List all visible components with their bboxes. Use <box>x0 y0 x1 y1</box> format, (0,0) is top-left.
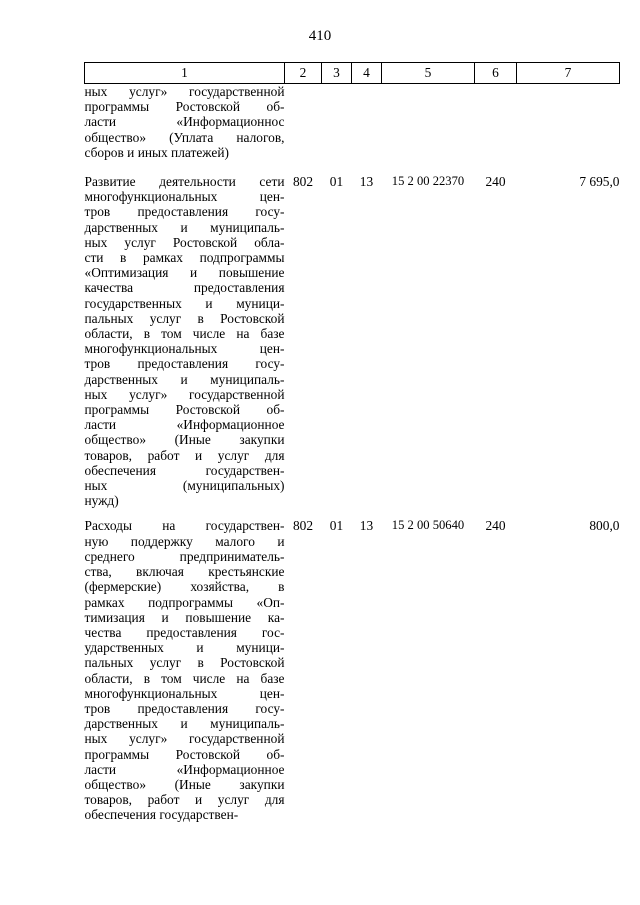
description-line: общество» (Уплата налогов, <box>84 129 285 145</box>
table-header-row <box>85 63 620 84</box>
cell-expense-type <box>475 84 517 165</box>
budget-table <box>84 62 620 823</box>
column-header-2: 2 <box>285 63 322 84</box>
description-line: ную поддержку малого и <box>84 533 285 549</box>
description-line: области, в том числе на базе <box>84 326 285 342</box>
column-header-6: 6 <box>475 63 517 84</box>
description-line: обеспечения государствен- <box>84 807 239 823</box>
description-line: дарственных и муниципаль- <box>84 219 285 235</box>
cell-amount: 7 695,0 <box>579 174 620 190</box>
cell-target-article: 15 2 00 50640 <box>391 518 465 533</box>
column-header-5: 5 <box>382 63 475 84</box>
description-line: многофункциональных цен- <box>84 341 285 357</box>
cell-section-code: 01 <box>329 174 344 190</box>
description-line: ударственных и муници- <box>84 640 285 656</box>
description-line: многофункциональных цен- <box>84 189 285 205</box>
description-line: пальных услуг в Ростовской <box>84 310 285 326</box>
description-line: программы Ростовской об- <box>84 99 285 115</box>
cell-target-article <box>382 84 475 165</box>
description-line: общество» (Иные закупки <box>84 776 285 792</box>
description-line: пальных услуг в Ростовской <box>84 655 285 671</box>
description-line: дарственных и муниципаль- <box>84 371 285 387</box>
column-header-4: 4 <box>352 63 382 84</box>
cell-target-article: 15 2 00 22370 <box>391 174 465 189</box>
description-line: среднего предприниматель- <box>84 548 285 564</box>
table-row <box>85 84 620 165</box>
column-header-3: 3 <box>322 63 352 84</box>
description-line: общество» (Иные закупки <box>84 432 285 448</box>
description-line: тров предоставления госу- <box>84 700 285 716</box>
description-line: обеспечения государствен- <box>84 462 285 478</box>
description-line: тров предоставления госу- <box>84 356 285 372</box>
row-description <box>85 508 285 822</box>
cell-ministry-code: 802 <box>292 174 314 190</box>
description-line: Расходы на государствен- <box>84 518 285 534</box>
description-line: (фермерские) хозяйства, в <box>84 579 285 595</box>
description-line: товаров, работ и услуг для <box>84 792 285 808</box>
description-line: государственных и муници- <box>84 295 285 311</box>
description-line: качества предоставления <box>84 280 285 296</box>
cell-subsection-code <box>352 84 382 165</box>
description-line: ласти «Информационнос <box>84 114 285 130</box>
row-description <box>85 164 285 508</box>
description-line: сборов и иных платежей) <box>84 144 229 160</box>
description-line: программы Ростовской об- <box>84 402 285 418</box>
description-line: сти в рамках подпрограммы <box>84 250 285 266</box>
cell-section-code <box>322 84 352 165</box>
description-line: ных услуг» государственной <box>84 731 285 747</box>
cell-ministry-code <box>285 84 322 165</box>
description-line: товаров, работ и услуг для <box>84 447 285 463</box>
description-line: тимизация и повышение ка- <box>84 609 285 625</box>
cell-expense-type: 240 <box>485 518 506 534</box>
cell-subsection-code: 13 <box>359 518 374 534</box>
cell-amount: 800,0 <box>589 518 620 534</box>
description-line: ных (муниципальных) <box>84 478 285 494</box>
column-header-7: 7 <box>517 63 620 84</box>
table-row <box>85 164 620 508</box>
description-line: ласти «Информационное <box>84 761 285 777</box>
cell-ministry-code: 802 <box>292 518 314 534</box>
description-line: нужд) <box>84 493 119 509</box>
description-line: ства, включая крестьянские <box>84 564 285 580</box>
column-header-1: 1 <box>85 63 285 84</box>
description-line: ных услуг» государственной <box>84 84 285 99</box>
description-line: ных услуг» государственной <box>84 386 285 402</box>
table-row <box>85 508 620 822</box>
description-line: «Оптимизация и повышение <box>84 265 285 281</box>
row-description <box>85 84 285 165</box>
description-line: ных услуг Ростовской обла- <box>84 234 285 250</box>
description-line: ласти «Информационное <box>84 417 285 433</box>
description-line: Развитие деятельности сети <box>84 174 285 190</box>
description-line: области, в том числе на базе <box>84 670 285 686</box>
cell-amount <box>517 84 620 165</box>
cell-subsection-code: 13 <box>359 174 374 190</box>
description-line: программы Ростовской об- <box>84 746 285 762</box>
description-line: дарственных и муниципаль- <box>84 716 285 732</box>
cell-expense-type: 240 <box>485 174 506 190</box>
description-line: чества предоставления гос- <box>84 624 285 640</box>
description-line: рамках подпрограммы «Оп- <box>84 594 285 610</box>
description-line: тров предоставления госу- <box>84 204 285 220</box>
description-line: многофункциональных цен- <box>84 685 285 701</box>
cell-section-code: 01 <box>329 518 344 534</box>
page-number: 410 <box>308 28 332 44</box>
